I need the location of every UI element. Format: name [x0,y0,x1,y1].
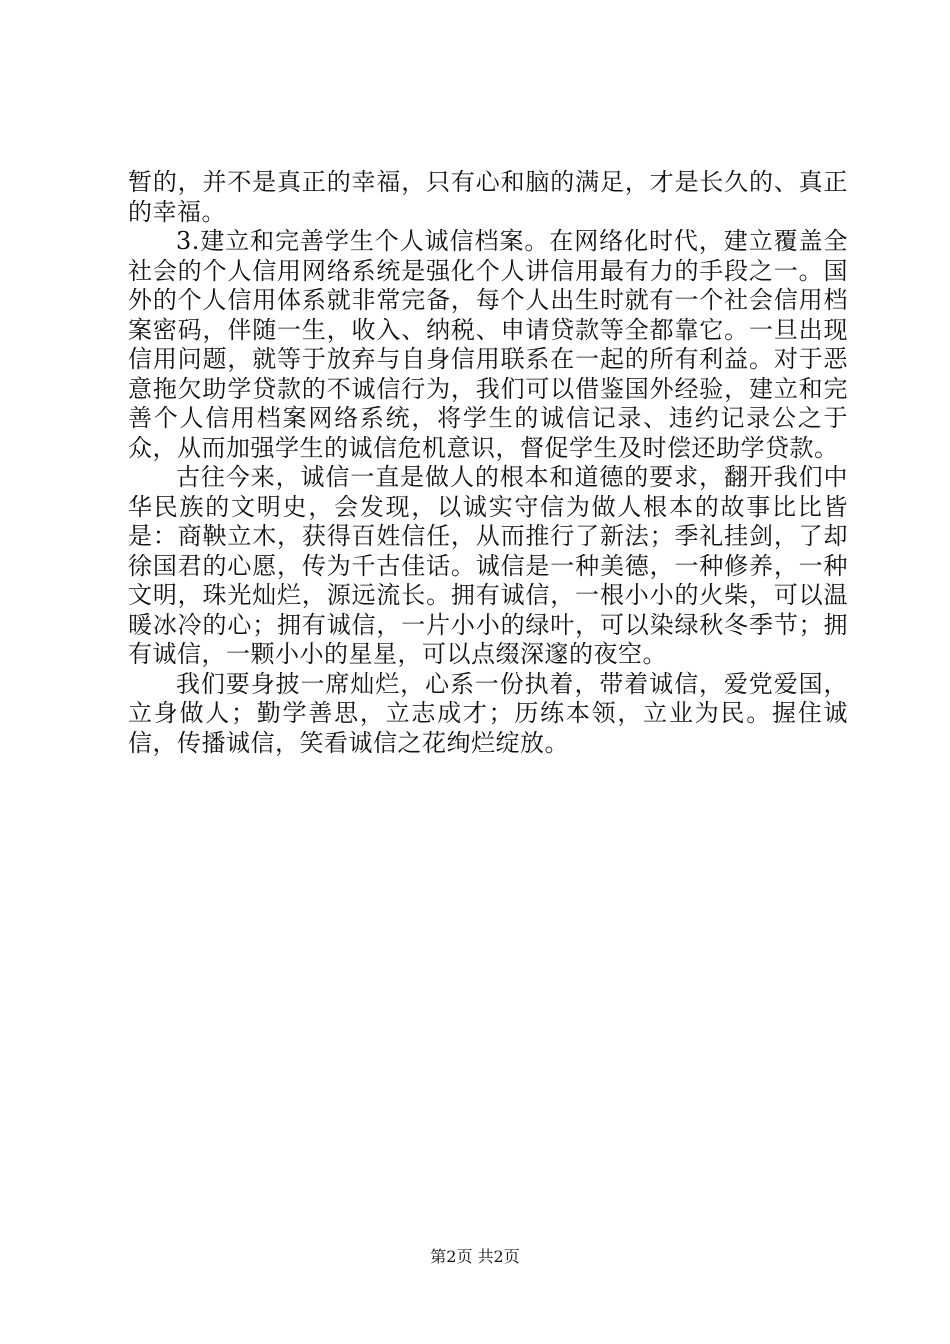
paragraph-conclusion: 我们要身披一席灿烂，心系一份执着，带着诚信，爱党爱国，立身做人；勤学善思，立志成才；历练本领，立业为民。握住诚信，传播诚信，笑看诚信之花绚烂绽放。 [128,669,848,757]
document-body [128,168,848,758]
page-number: 第2页 共2页 [430,1247,520,1266]
paragraph-credit-archive: 3.建立和完善学生个人诚信档案。在网络化时代，建立覆盖全社会的个人信用网络系统是强化个人讲信用最有力的手段之一。国外的个人信用体系就非常完备，每个人出生时就有一个社会信用档案密码，伴随一生，收入、纳税、申请贷款等全都靠它。一旦出现信用问题，就等于放弃与自身信用联系在一起的所有利益。对于恶意拖欠助学贷款的不诚信行为，我们可以借鉴国外经验，建立和完善个人信用档案网络系统，将学生的诚信记录、违约记录公之于众，从而加强学生的诚信危机意识，督促学生及时偿还助学贷款。 [128,227,848,462]
paragraph-integrity-history: 古往今来，诚信一直是做人的根本和道德的要求，翻开我们中华民族的文明史，会发现，以诚实守信为做人根本的故事比比皆是：商鞅立木，获得百姓信任，从而推行了新法；季礼挂剑，了却徐国君的心愿，传为千古佳话。诚信是一种美德，一种修养，一种文明，珠光灿烂，源远流长。拥有诚信，一根小小的火柴，可以温暖冰冷的心；拥有诚信，一片小小的绿叶，可以染绿秋冬季节；拥有诚信，一颗小小的星星，可以点缀深邃的夜空。 [128,463,848,668]
paragraph-continuation: 暂的，并不是真正的幸福，只有心和脑的满足，才是长久的、真正的幸福。 [128,168,848,226]
